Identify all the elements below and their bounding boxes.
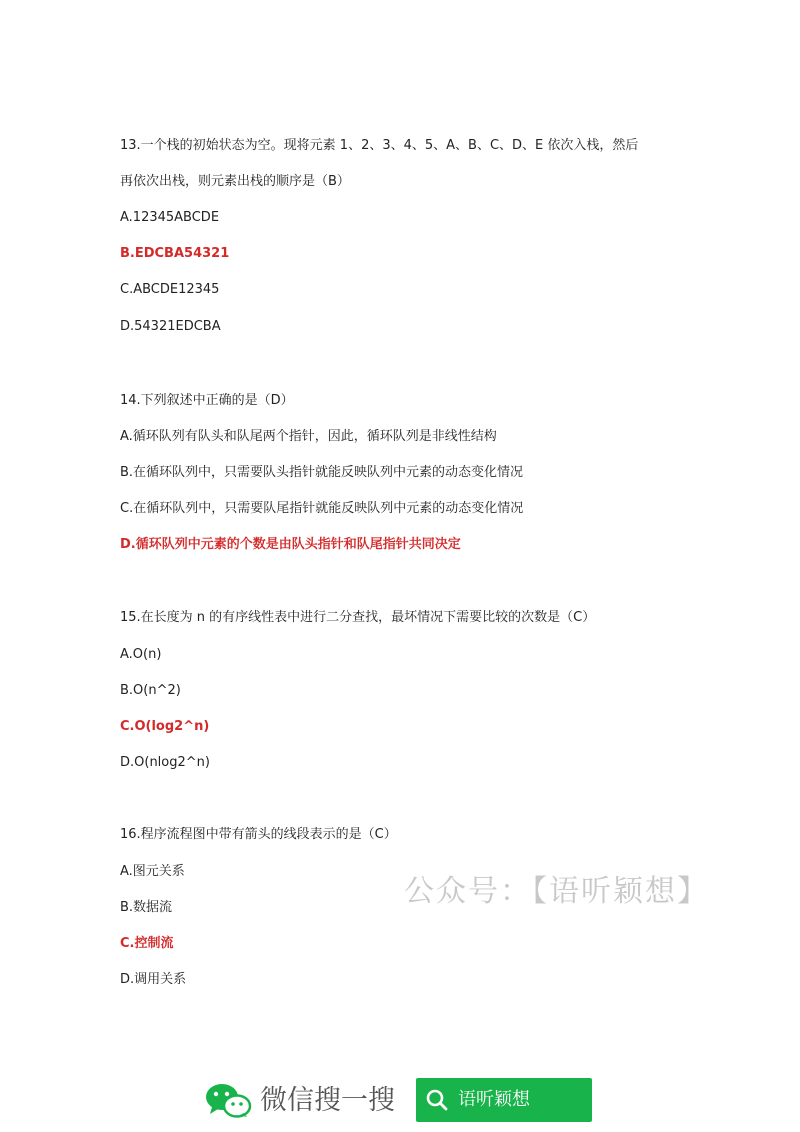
option-a: A.循环队列有队头和队尾两个指针，因此，循环队列是非线性结构 bbox=[120, 429, 497, 444]
option-b: B.数据流 bbox=[120, 900, 173, 915]
watermark: 公众号：【语听颖想】 bbox=[404, 874, 709, 909]
question-stem: 再依次出栈，则元素出栈的顺序是（B） bbox=[120, 174, 350, 189]
option-a: A.图元关系 bbox=[120, 864, 185, 879]
option-a: A.O(n) bbox=[120, 647, 162, 662]
option-d: D.调用关系 bbox=[120, 972, 187, 987]
option-c-correct: C.控制流 bbox=[120, 936, 174, 951]
search-box[interactable] bbox=[416, 1078, 592, 1122]
option-c: C.在循环队列中，只需要队尾指针就能反映队列中元素的动态变化情况 bbox=[120, 501, 524, 516]
question-stem: 13.一个栈的初始状态为空。现将元素 1、2、3、4、5、A、B、C、D、E 依次入栈，然后 bbox=[120, 138, 639, 153]
search-text: 语听颖想 bbox=[458, 1089, 530, 1110]
search-icon bbox=[426, 1089, 448, 1111]
wechat-icon bbox=[204, 1082, 252, 1118]
question-stem: 14.下列叙述中正确的是（D） bbox=[120, 393, 294, 408]
option-c-correct: C.O(log2^n) bbox=[120, 719, 210, 734]
option-b-correct: B.EDCBA54321 bbox=[120, 246, 230, 261]
wechat-search-banner bbox=[0, 1074, 800, 1126]
option-d-correct: D.循环队列中元素的个数是由队头指针和队尾指针共同决定 bbox=[120, 537, 461, 552]
option-a: A.12345ABCDE bbox=[120, 210, 220, 225]
option-d: D.54321EDCBA bbox=[120, 319, 221, 334]
question-stem: 15.在长度为 n 的有序线性表中进行二分查找，最坏情况下需要比较的次数是（C） bbox=[120, 610, 596, 625]
search-label: 微信搜一搜 bbox=[260, 1085, 395, 1116]
question-stem: 16.程序流程图中带有箭头的线段表示的是（C） bbox=[120, 827, 397, 842]
option-b: B.在循环队列中，只需要队头指针就能反映队列中元素的动态变化情况 bbox=[120, 465, 524, 480]
option-c: C.ABCDE12345 bbox=[120, 282, 220, 297]
option-d: D.O(nlog2^n) bbox=[120, 755, 210, 770]
option-b: B.O(n^2) bbox=[120, 683, 181, 698]
